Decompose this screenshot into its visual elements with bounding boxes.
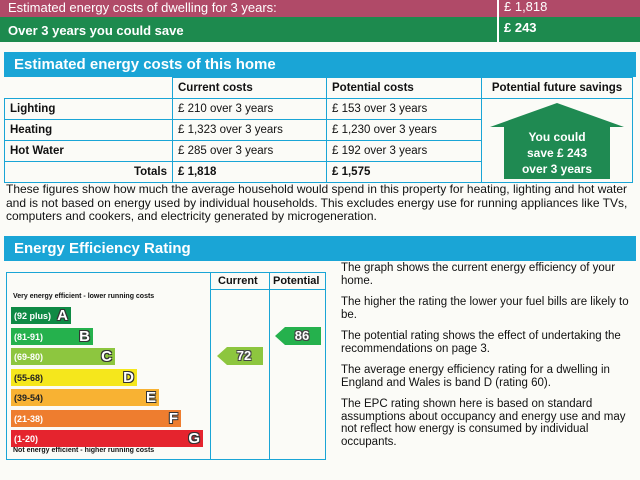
current-rating-pointer [217,347,263,365]
band-letter: A [57,307,68,324]
divider [210,273,211,459]
row-label: Hot Water [5,141,173,162]
top-caption: Very energy efficient - lower running costs [13,293,155,300]
costs-heading-text: Estimated energy costs of this home [14,56,276,73]
divider [497,17,499,42]
band-letter: D [123,368,134,386]
band-letter: G [188,430,200,447]
rating-band-f [11,410,181,427]
band-range: (1-20) [14,434,39,444]
current-cost-cell: £ 210 over 3 years [173,99,327,120]
band-range: (69-80) [14,352,44,362]
current-costs-header: Current costs [173,78,327,99]
savings-label: Over 3 years you could save [8,23,184,38]
band-letter: C [101,348,112,365]
divider [497,0,499,17]
estimated-costs-row [0,0,640,17]
rating-band-d [11,369,137,386]
savings-header: Potential future savings [482,78,633,99]
divider [269,273,270,459]
potential-cost-cell: £ 192 over 3 years [327,141,482,162]
costs-table [4,77,633,183]
band-range: (55-68) [14,372,44,383]
potential-column-header: Potential [273,275,320,287]
explanation-paragraph: The average energy efficiency rating for a dwelling in England and Wales is band D (rating 60). [341,364,610,389]
rating-explanation [341,262,636,457]
total-potential: £ 1,575 [327,162,482,183]
savings-house-graphic [490,103,624,179]
savings-value: £ 243 [504,20,537,35]
table-header-row [5,78,633,99]
potential-cost-cell: £ 1,230 over 3 years [327,120,482,141]
band-range: (81-91) [14,331,44,342]
rating-band-c [11,348,115,365]
rating-section-heading [4,236,636,261]
rating-value: 72 [236,348,252,363]
rating-value: 86 [294,327,310,343]
estimated-costs-label: Estimated energy costs of dwelling for 3 years: [8,0,277,15]
savings-cell [482,99,633,183]
bottom-caption: Not energy efficient - higher running costs [13,447,155,454]
band-range: (21-38) [14,413,44,424]
row-label: Lighting [5,99,173,120]
total-current: £ 1,818 [173,162,327,183]
costs-note: These figures show how much the average household would spend in this property for heating, lighting and hot water and is not based on energy used by individual households. This excludes energy use for running appliances like TVs, computers and cookers, and electricity generated by microgeneration. [6,182,628,223]
rating-heading-text: Energy Efficiency Rating [14,240,191,257]
house-roof [490,103,624,127]
costs-section-heading [4,52,636,77]
divider [210,289,326,290]
current-column-header: Current [218,275,258,287]
epc-rating-chart [6,272,326,460]
band-letter: F [168,409,178,427]
potential-costs-header: Potential costs [327,78,482,99]
savings-line-2: save £ 243 [526,145,588,160]
rating-band-e [11,389,159,406]
blank-header [5,78,173,99]
explanation-paragraph: The higher the rating the lower your fuel bills are likely to be. [341,296,629,321]
estimated-costs-value: £ 1,818 [504,0,548,14]
rating-band-b [11,328,93,345]
current-cost-cell: £ 285 over 3 years [173,141,327,162]
house-body [504,127,610,179]
potential-cost-cell: £ 153 over 3 years [327,99,482,120]
rating-band-g [11,430,203,447]
rating-band-a [11,307,71,324]
row-label: Heating [5,120,173,141]
band-letter: B [79,327,90,345]
explanation-paragraph: The graph shows the current energy efficiency of your home. [341,262,616,287]
band-range: (92 plus) [14,311,52,321]
band-letter: E [145,389,156,406]
savings-line-3: over 3 years [521,161,593,176]
current-cost-cell: £ 1,323 over 3 years [173,120,327,141]
explanation-paragraph: The potential rating shows the effect of undertaking the recommendations on page 3. [341,330,621,355]
table-row [5,99,633,120]
savings-row [0,17,640,42]
potential-rating-pointer [275,327,321,345]
savings-line-1: You could [528,129,586,144]
totals-label: Totals [5,162,173,183]
explanation-paragraph: The EPC rating shown here is based on standard assumptions about occupancy and energy use and may not reflect how energy is consumed by individual occupants. [341,398,626,448]
band-range: (39-54) [14,393,44,403]
